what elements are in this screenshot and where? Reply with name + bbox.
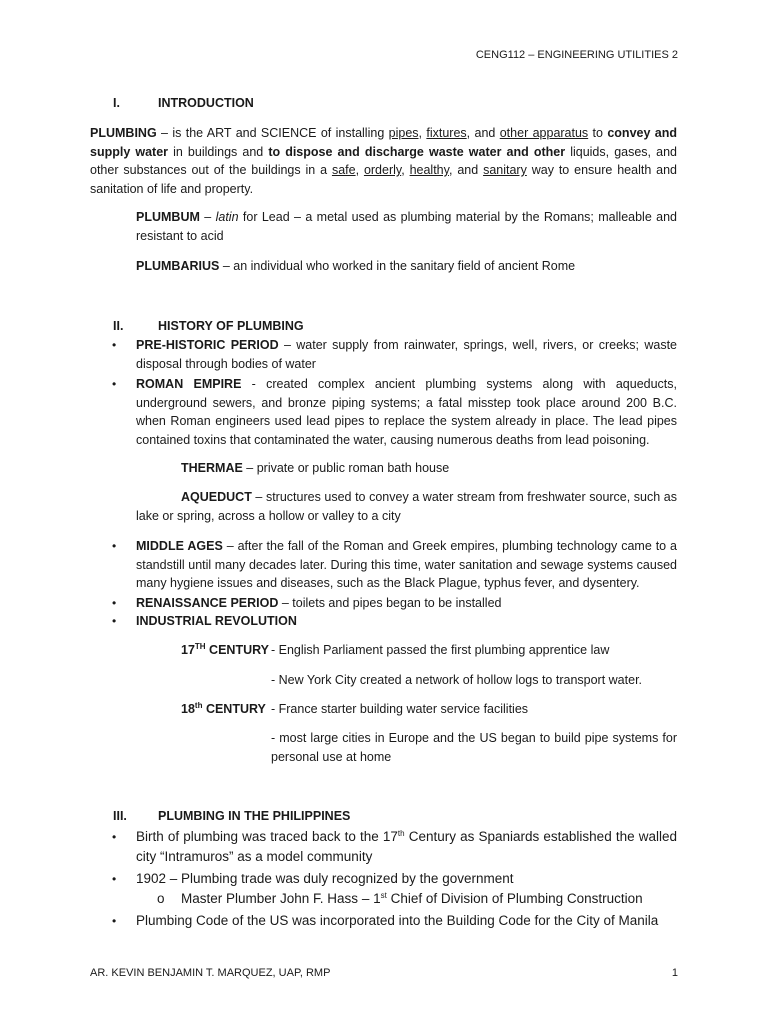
- text: ,: [355, 163, 364, 177]
- bullet-icon: •: [112, 872, 117, 886]
- superscript: th: [194, 701, 203, 710]
- section-title: PLUMBING IN THE PHILIPPINES: [158, 809, 351, 823]
- bullet-icon: •: [112, 830, 117, 844]
- text: CENTURY: [205, 643, 270, 657]
- term-plumbum: PLUMBUM: [136, 210, 200, 224]
- sub-list-item-text: [181, 889, 643, 909]
- list-item-industrial-revolution: [0, 612, 768, 632]
- text: way to ensure health and sanitation of life and property.: [90, 163, 678, 196]
- aqueduct-definition: [136, 488, 677, 525]
- section-title: INTRODUCTION: [158, 96, 254, 110]
- section-number: I.: [113, 96, 120, 110]
- section-heading-introduction: [0, 94, 768, 114]
- text: in buildings and: [168, 144, 269, 159]
- plumbarius-definition: [136, 257, 677, 276]
- text: 17: [181, 643, 195, 657]
- superscript: th: [397, 829, 405, 838]
- century-18-label: [181, 700, 266, 719]
- underlined-orderly: orderly: [363, 163, 402, 177]
- section-number: III.: [113, 809, 127, 823]
- century-17-row-2: [0, 671, 768, 691]
- text: , and: [448, 163, 484, 177]
- text: ,: [418, 126, 427, 140]
- century-17-row-1: [0, 641, 768, 661]
- list-item-text: [136, 375, 677, 449]
- text: 18: [181, 702, 195, 716]
- bullet-icon: •: [112, 338, 117, 352]
- term-thermae: THERMAE: [181, 461, 243, 475]
- list-item-text: [136, 612, 677, 631]
- bullet-icon: •: [112, 614, 117, 628]
- list-item-text: [136, 827, 677, 867]
- bold-dispose: to dispose and discharge waste water and other: [268, 144, 566, 159]
- section-number: II.: [113, 319, 124, 333]
- term-industrial-revolution: INDUSTRIAL REVOLUTION: [136, 614, 297, 628]
- bold-convey: convey and supply water: [90, 126, 678, 159]
- section-title: HISTORY OF PLUMBING: [158, 319, 304, 333]
- text: - created complex ancient plumbing systems along with aqueducts, underground sewers, and bronze piping systems; a fatal misstep took place around 200 B.C. when Roman engineers used lead pipes to replace the system already in place. The lead pipes contained toxins that contaminated the water, causing numerous deaths from lead poisoning.: [136, 377, 677, 447]
- text: , and: [466, 126, 500, 140]
- century-17-fact-1: - English Parliament passed the first plumbing apprentice law: [271, 643, 610, 657]
- text: – structures used to convey a water stream from freshwater source, such as lake or spring, across a hollow or valley to a city: [136, 490, 677, 523]
- text: CENTURY: [202, 702, 266, 716]
- text: Birth of plumbing was traced back to the 17: [136, 829, 398, 844]
- century-18-row-1: [0, 700, 768, 720]
- list-item-birth-of-plumbing: [0, 827, 768, 867]
- term-prehistoric: PRE-HISTORIC PERIOD: [136, 338, 279, 352]
- text: Century as Spaniards established the walled city “Intramuros” as a model community: [136, 829, 677, 864]
- century-17-fact-2: - New York City created a network of hollow logs to transport water.: [271, 673, 643, 687]
- thermae-definition: [181, 459, 449, 478]
- text: Master Plumber John F. Hass – 1: [181, 891, 381, 906]
- term-aqueduct: AQUEDUCT: [181, 490, 252, 504]
- text: – after the fall of the Roman and Greek empires, plumbing technology came to a standstill until many decades later. During this time, water sanitation and sewage systems caused many hygiene issues and diseases, such as the Black Plague, typhus fever, and dysentery.: [136, 539, 677, 590]
- underlined-pipes: pipes: [388, 126, 419, 140]
- century-18-fact-2: - most large cities in Europe and the US began to build pipe systems for personal use at home: [271, 731, 677, 764]
- underlined-healthy: healthy: [409, 163, 449, 177]
- century-18-fact-1: - France starter building water service facilities: [271, 702, 529, 716]
- underlined-other-apparatus: other apparatus: [499, 126, 589, 140]
- text: – an individual who worked in the sanitary field of ancient Rome: [219, 259, 576, 273]
- bullet-icon: •: [112, 914, 117, 928]
- text: – toilets and pipes began to be installed: [278, 596, 502, 610]
- list-item-middle-ages: [0, 537, 768, 595]
- section-heading-history: [0, 317, 768, 337]
- plumbing-definition: [90, 124, 677, 198]
- list-item-plumbing-code: [0, 911, 768, 931]
- sub-list-item-master-plumber: [0, 889, 768, 909]
- underlined-sanitary: sanitary: [483, 163, 527, 177]
- list-item-text: [136, 336, 677, 373]
- page-number: 1: [671, 967, 678, 979]
- section-heading-philippines: [0, 807, 768, 827]
- list-item-text: Plumbing Code of the US was incorporated into the Building Code for the City of Manila: [136, 913, 659, 928]
- superscript: st: [380, 891, 387, 900]
- text: ,: [401, 163, 410, 177]
- term-roman-empire: ROMAN EMPIRE: [136, 377, 242, 391]
- text: –: [199, 210, 216, 224]
- footer-author: AR. KEVIN BENJAMIN T. MARQUEZ, UAP, RMP: [90, 967, 331, 979]
- italic-latin: latin: [215, 210, 239, 224]
- superscript: TH: [194, 642, 206, 651]
- bullet-icon: •: [112, 539, 117, 553]
- term-renaissance: RENAISSANCE PERIOD: [136, 596, 279, 610]
- century-18-row-2: [0, 729, 768, 769]
- text: – is the ART and SCIENCE of installing: [156, 126, 389, 140]
- term-plumbarius: PLUMBARIUS: [136, 259, 220, 273]
- underlined-safe: safe: [331, 163, 356, 177]
- bullet-icon: •: [112, 596, 117, 610]
- text: for Lead – a metal used as plumbing material by the Romans; malleable and resistant to acid: [136, 210, 678, 243]
- list-item-renaissance: [0, 594, 768, 614]
- century-17-label: [181, 641, 269, 660]
- list-item-roman-empire: [0, 375, 768, 451]
- text: Chief of Division of Plumbing Construction: [386, 891, 643, 906]
- sub-bullet-icon: o: [157, 891, 165, 906]
- text: – water supply from rainwater, springs, well, rivers, or creeks; waste disposal through bodies of water: [136, 338, 677, 371]
- page-header: CENG112 – ENGINEERING UTILITIES 2: [475, 49, 678, 61]
- text: – private or public roman bath house: [242, 461, 450, 475]
- underlined-fixtures: fixtures: [426, 126, 467, 140]
- list-item-prehistoric: [0, 336, 768, 376]
- list-item-text: [136, 537, 677, 593]
- term-plumbing: PLUMBING: [90, 126, 157, 140]
- plumbum-definition: [136, 208, 677, 245]
- list-item-text: 1902 – Plumbing trade was duly recognized by the government: [136, 871, 514, 886]
- term-middle-ages: MIDDLE AGES: [136, 539, 223, 553]
- list-item-text: [136, 594, 677, 613]
- text: to: [588, 126, 608, 140]
- list-item-1902: [0, 869, 768, 889]
- bullet-icon: •: [112, 377, 117, 391]
- text: liquids, gases, and other substances out of the buildings in a: [90, 144, 677, 177]
